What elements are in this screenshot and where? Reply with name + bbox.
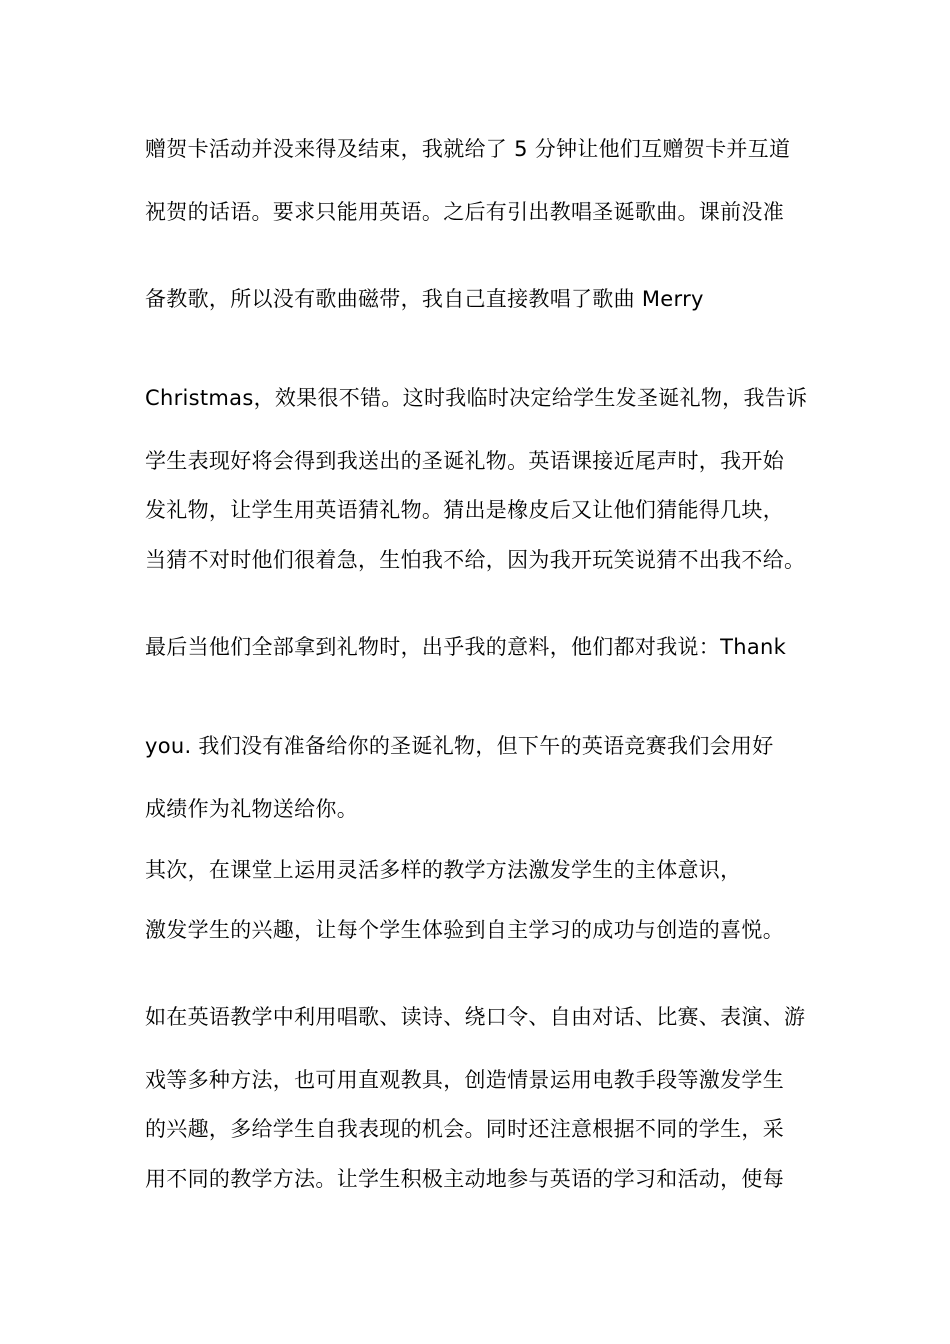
text-line-14: 戏等多种方法，也可用直观教具，创造情景运用电教手段等激发学生 bbox=[145, 1068, 784, 1092]
text-line-6: 发礼物，让学生用英语猜礼物。猜出是橡皮后又让他们猜能得几块， bbox=[145, 498, 784, 522]
text-line-2: 祝贺的话语。要求只能用英语。之后有引出教唱圣诞歌曲。课前没准 bbox=[145, 200, 784, 224]
text-line-10: 成绩作为礼物送给你。 bbox=[145, 797, 358, 821]
text-line-13: 如在英语教学中利用唱歌、读诗、绕口令、自由对话、比赛、表演、游 bbox=[145, 1005, 806, 1029]
text-line-15: 的兴趣，多给学生自我表现的机会。同时还注意根据不同的学生，采 bbox=[145, 1117, 784, 1141]
text-line-1: 赠贺卡活动并没来得及结束，我就给了 5 分钟让他们互赠贺卡并互道 bbox=[145, 137, 791, 161]
text-line-12: 激发学生的兴趣，让每个学生体验到自主学习的成功与创造的喜悦。 bbox=[145, 918, 784, 942]
text-line-9: you. 我们没有准备给你的圣诞礼物，但下午的英语竞赛我们会用好 bbox=[145, 734, 774, 758]
text-line-4: Christmas，效果很不错。这时我临时决定给学生发圣诞礼物，我告诉 bbox=[145, 386, 808, 410]
text-line-8: 最后当他们全部拿到礼物时，出乎我的意料，他们都对我说：Thank bbox=[145, 635, 787, 659]
text-line-3: 备教歌，所以没有歌曲磁带，我自己直接教唱了歌曲 Merry bbox=[145, 287, 704, 311]
text-line-11: 其次，在课堂上运用灵活多样的教学方法激发学生的主体意识， bbox=[145, 858, 742, 882]
text-line-7: 当猜不对时他们很着急，生怕我不给，因为我开玩笑说猜不出我不给。 bbox=[145, 548, 806, 572]
text-line-5: 学生表现好将会得到我送出的圣诞礼物。英语课接近尾声时，我开始 bbox=[145, 449, 784, 473]
text-line-16: 用不同的教学方法。让学生积极主动地参与英语的学习和活动，使每 bbox=[145, 1167, 784, 1191]
